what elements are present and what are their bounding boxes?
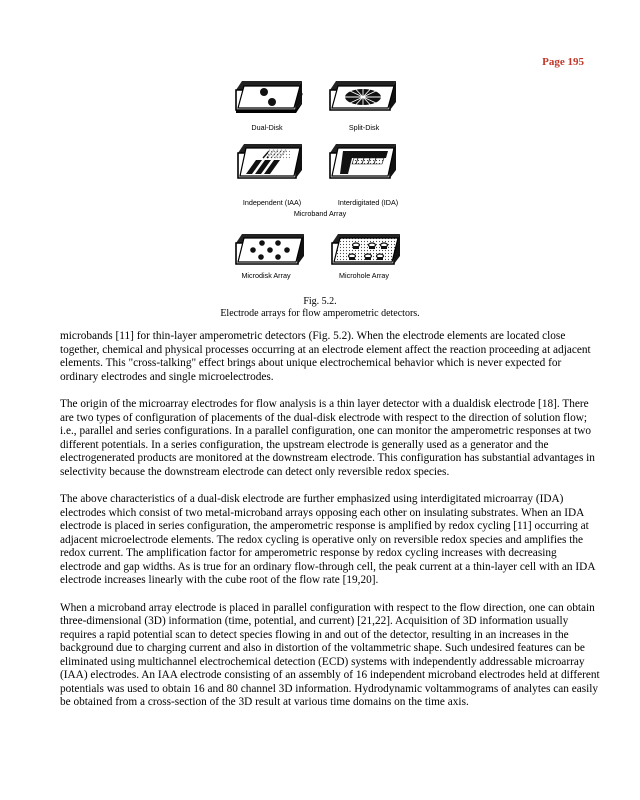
independent-microband-array-diagram: [238, 144, 302, 178]
body-text: [60, 330, 600, 724]
paragraph: When a microband array electrode is placed in parallel configuration with respect to the flow direction, one can obtain three-dimensional (3D) information (time, potential, and current) [21,22]. Acquisition of 3D information usually requires a rapid potential scan to detect species flowing in and out of the detector, resulting in an increases in the background due to charging current and also in distortion of the voltammetric shape. Such undesired features can be eliminated using multichannel electrochemical detection (ECD) systems with independently addressable microarray (IAA) electrodes. An IAA electrode consisting of an assembly of 16 independent microband electrodes held at different potentials was used to obtain 16 and 80 channel 3D information. Hydrodynamic voltammograms of analytes can easily be obtained from a cross-section of the 3D result at various time domains on the time axis.: [60, 601, 600, 708]
page-number: Page 195: [542, 56, 584, 68]
dual-disk-label: Dual-Disk: [251, 123, 283, 132]
paragraph: The above characteristics of a dual-disk electrode are further emphasized using interdigitated microarray (IDA) electrodes which consist of two metal-microband arrays opposing each other on insulating substrates. When an IDA electrode is placed in series configuration, the amperometric response is amplified by redox cycling [11] occurring at adjacent microelectrode elements. The redox cycling is operative only on reversible redox species and amplifies the redox current. The amplification factor for amperometric response by redox cycling increases with decreasing electrode and gap widths. As is true for an ordinary flow-through cell, the peak current at a thin-layer cell with an IDA electrode increases linearly with the cube root of the flow rate [19,20].: [60, 493, 595, 586]
microhole-array-label: Microhole Array: [339, 271, 389, 280]
dual-disk-electrode-diagram: [236, 81, 302, 113]
interdigitated-microband-array-diagram: [330, 144, 396, 178]
independent-iaa-label: Independent (IAA): [242, 198, 302, 207]
figure-caption: [0, 296, 640, 320]
split-disk-label: Split-Disk: [348, 123, 380, 132]
microband-array-label: Microband Array: [293, 209, 347, 218]
figure-caption-text: Electrode arrays for flow amperometric detectors.: [220, 308, 420, 319]
microhole-array-diagram: [332, 234, 400, 264]
microdisk-array-label: Microdisk Array: [241, 271, 291, 280]
electrode-array-figure: [0, 78, 640, 303]
microdisk-array-diagram: [236, 234, 304, 264]
electrode-array-illustration: [0, 78, 640, 303]
split-disk-electrode-diagram: [330, 81, 396, 110]
interdigitated-ida-label: Interdigitated (IDA): [337, 198, 399, 207]
paragraph: microbands [11] for thin-layer amperometric detectors (Fig. 5.2). When the electrode elements are located close together, chemical and physical processes occurring at an electrode element affect the reaction proceeding at adjacent elements. This "cross-talking" effect brings about unique electrochemical behavior which is never expected for ordinary electrodes and single microelectrodes.: [60, 330, 591, 383]
figure-caption-title: Fig. 5.2.: [303, 296, 337, 307]
paragraph: The origin of the microarray electrodes for flow analysis is a thin layer detector with a dualdisk electrode [18]. There are two types of configuration of placements of the dual-disk electrode with respect to the direction of solution flow; i.e., parallel and series configurations. In a parallel configuration, one can monitor the amperometric responses at two different potentials. In a series configuration, the upstream electrode is generally used as a generator and the electrogenerated products are monitored at the downstream electrode. This configuration has substantial advantages in selectivity because the downstream electrode can detect only reversible redox species.: [60, 398, 595, 478]
